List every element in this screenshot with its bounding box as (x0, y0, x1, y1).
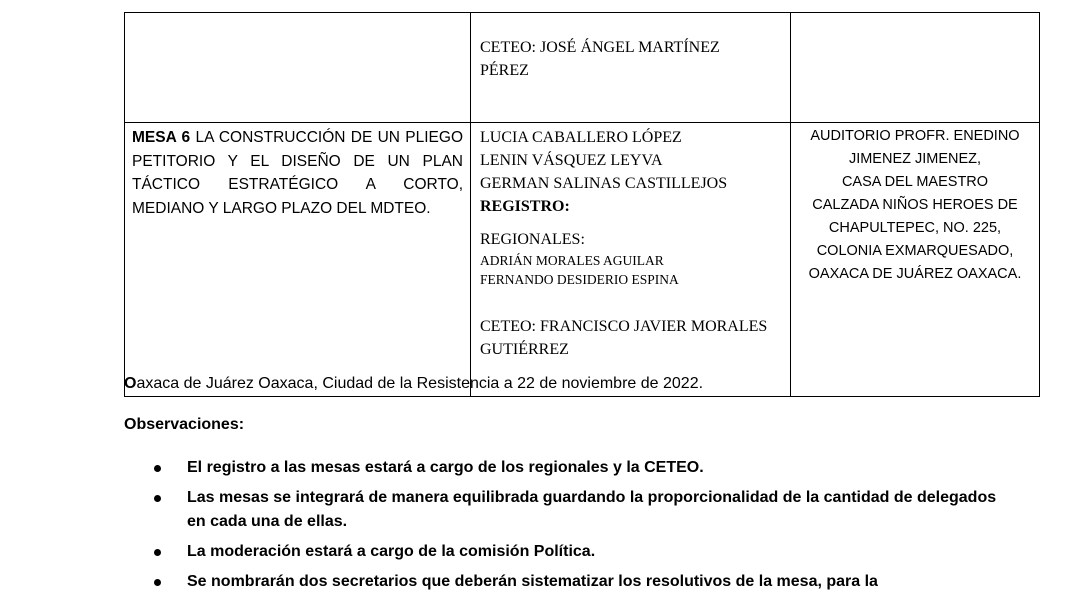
mesa-line (132, 126, 463, 150)
regionales-label: REGIONALES: (480, 231, 585, 248)
observations-list (150, 456, 1010, 600)
bullet-icon (154, 465, 161, 472)
regional-name: FERNANDO DESIDERIO ESPINA (480, 272, 679, 287)
mesa-label: MESA 6 (132, 129, 191, 146)
table-row (125, 123, 1040, 397)
bullet-icon (154, 495, 161, 502)
table-cell-empty (125, 13, 471, 123)
list-item (150, 456, 1010, 480)
bullet-icon (154, 549, 161, 556)
venue-line: CHAPULTEPEC, NO. 225, (828, 220, 1002, 236)
spacer (480, 218, 790, 228)
venue-line: COLONIA EXMARQUESADO, (816, 243, 1014, 259)
venue-line: CALZADA NIÑOS HEROES DE (812, 197, 1018, 213)
mesas-table (124, 12, 1040, 397)
ceteo-cell (471, 13, 791, 123)
mesa-6-cell (125, 123, 471, 397)
list-item-text: El registro a las mesas estará a cargo de los regionales y la CETEO. (187, 459, 704, 476)
moderator-name: LENIN VÁSQUEZ LEYVA (480, 152, 663, 169)
list-item-text: Las mesas se integrará de manera equilibrada guardando la proporcionalidad de la cantidad de delegados en cada una de ellas. (187, 489, 997, 530)
ceteo-line: PÉREZ (480, 62, 529, 79)
regional-name: ADRIÁN MORALES AGUILAR (480, 253, 664, 268)
moderator-name: GERMAN SALINAS CASTILLEJOS (480, 175, 728, 192)
mesa-text: LA CONSTRUCCIÓN DE UN PLIEGO (195, 129, 463, 146)
spacer (480, 289, 790, 315)
mesa-line: PETITORIO Y EL DISEÑO DE UN PLAN (132, 152, 463, 170)
ceteo-line: GUTIÉRREZ (480, 341, 569, 358)
venue-cell (791, 123, 1040, 397)
bullet-icon (154, 579, 161, 586)
list-item-text: La moderación estará a cargo de la comisión Política. (187, 543, 596, 560)
venue-line: JIMENEZ JIMENEZ, (848, 151, 982, 167)
moderators-cell (471, 123, 791, 397)
ceteo-line: CETEO: FRANCISCO JAVIER MORALES (480, 318, 768, 335)
date-initial: O (124, 375, 137, 392)
venue-line: CASA DEL MAESTRO (841, 174, 989, 190)
list-item (150, 486, 1010, 534)
date-line (124, 373, 703, 395)
table-cell-empty (791, 13, 1040, 123)
mesa-line: TÁCTICO ESTRATÉGICO A CORTO, (132, 176, 463, 193)
venue-line: AUDITORIO PROFR. ENEDINO (810, 128, 1020, 144)
list-item (150, 540, 1010, 564)
list-item-text: Se nombrarán dos secretarios que deberán sistematizar los resolutivos de la mesa, para la (187, 573, 878, 590)
table-row (125, 13, 1040, 123)
date-text: axaca de Juárez Oaxaca, Ciudad de la Resistencia a 22 de noviembre de 2022. (136, 375, 704, 392)
venue-line: OAXACA DE JUÁREZ OAXACA. (808, 266, 1022, 282)
registro-label: REGISTRO: (480, 198, 570, 215)
mesa-line: MEDIANO Y LARGO PLAZO DEL MDTEO. (132, 199, 431, 217)
moderator-name: LUCIA CABALLERO LÓPEZ (480, 129, 682, 146)
list-item (150, 570, 1010, 594)
ceteo-line: CETEO: JOSÉ ÁNGEL MARTÍNEZ (480, 39, 720, 56)
observations-title: Observaciones: (124, 416, 245, 433)
